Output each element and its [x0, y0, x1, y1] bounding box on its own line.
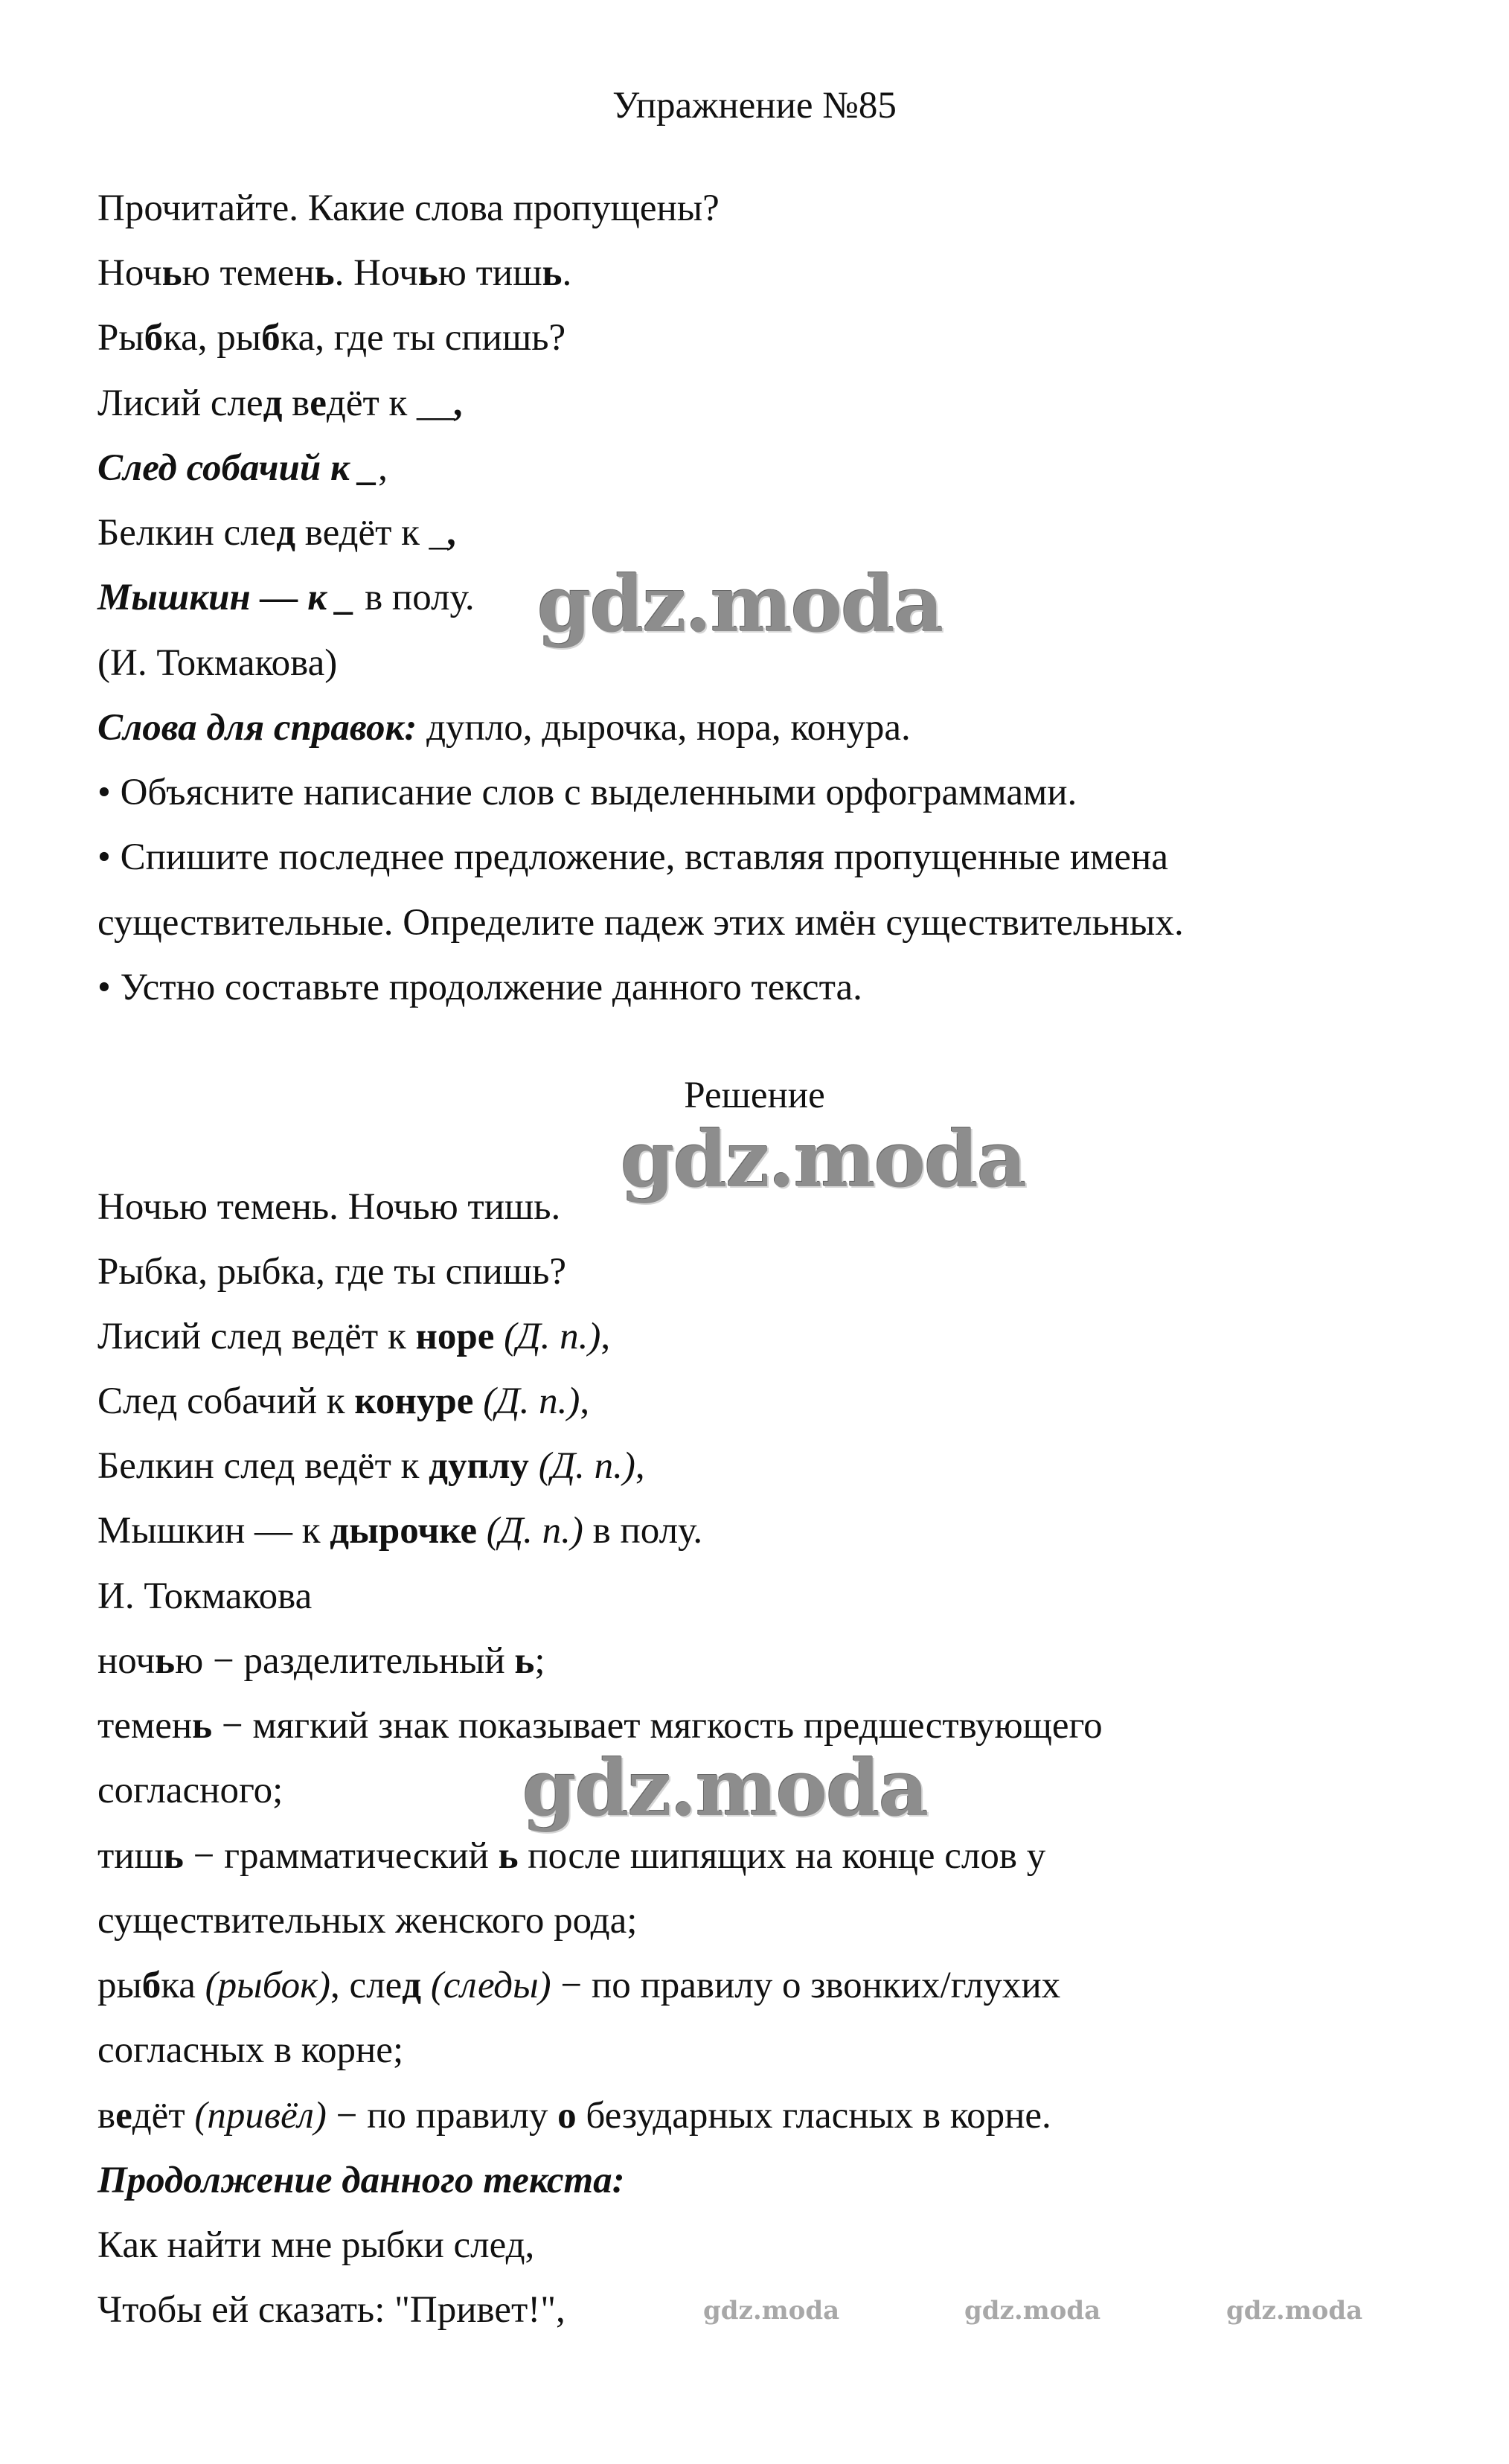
exercise-line-6: Белкин след ведёт к _, [97, 512, 458, 554]
watermark-small-1: gdz.moda [703, 2296, 840, 2326]
exercise-task-1: • Объясните написание слов с выделенными орфограммами. [97, 772, 1077, 813]
exercise-line-4: Лисий след ведёт к __, [97, 383, 464, 424]
exercise-line-3: Рыбка, рыбка, где ты спишь? [97, 317, 566, 359]
solution-line-4: След собачий к конуре (Д. п.), [97, 1380, 590, 1422]
exercise-task-2: • Спишите последнее предложение, вставляя пропущенные имена [97, 836, 1168, 878]
watermark-1: gdz.moda [537, 558, 943, 650]
continuation-line-1: Как найти мне рыбки след, [97, 2224, 535, 2266]
watermark-small-2: gdz.moda [964, 2296, 1101, 2326]
continuation-line-2: Чтобы ей сказать: "Привет!", [97, 2289, 566, 2331]
exercise-line-2: Ночью темень. Ночью тишь. [97, 252, 572, 294]
solution-note-3-cont: существительных женского рода; [97, 1900, 638, 1942]
exercise-line-9: Слова для справок: дупло, дырочка, нора, конура. [97, 707, 911, 749]
exercise-task-3: • Устно составьте продолжение данного текста. [97, 967, 862, 1008]
solution-author: И. Токмакова [97, 1575, 313, 1617]
solution-line-1: Ночью темень. Ночью тишь. [97, 1186, 561, 1228]
page-title: Упражнение №85 [612, 85, 897, 127]
watermark-small-3: gdz.moda [1226, 2296, 1363, 2326]
exercise-line-1: Прочитайте. Какие слова пропущены? [97, 188, 720, 229]
solution-note-4: рыбка (рыбок), след (следы) − по правилу о звонких/глухих [97, 1965, 1061, 2006]
solution-line-5: Белкин след ведёт к дуплу (Д. п.), [97, 1445, 645, 1487]
solution-note-4-cont: согласных в корне; [97, 2029, 404, 2071]
exercise-line-5: След собачий к _, [97, 447, 388, 489]
continuation-heading: Продолжение данного текста: [97, 2160, 625, 2201]
exercise-line-7: Мышкин — к _ в полу. [97, 577, 475, 618]
solution-note-3: тишь − грамматический ь после шипящих на конце слов у [97, 1835, 1046, 1877]
solution-line-6: Мышкин — к дырочке (Д. п.) в полу. [97, 1510, 703, 1552]
solution-heading: Решение [684, 1075, 825, 1116]
watermark-2: gdz.moda [621, 1113, 1026, 1205]
solution-note-5: ведёт (привёл) − по правилу о безударных гласных в корне. [97, 2095, 1051, 2137]
solution-line-2: Рыбка, рыбка, где ты спишь? [97, 1251, 566, 1293]
solution-note-2: темень − мягкий знак показывает мягкость предшествующего [97, 1705, 1103, 1747]
solution-note-1: ночью − разделительный ь; [97, 1640, 545, 1682]
solution-note-2-cont: согласного; [97, 1770, 283, 1811]
solution-line-3: Лисий след ведёт к норе (Д. п.), [97, 1316, 611, 1357]
exercise-task-2-cont: существительные. Определите падеж этих имён существительных. [97, 902, 1184, 944]
exercise-line-8: (И. Токмакова) [97, 642, 338, 684]
watermark-3: gdz.moda [522, 1742, 928, 1834]
